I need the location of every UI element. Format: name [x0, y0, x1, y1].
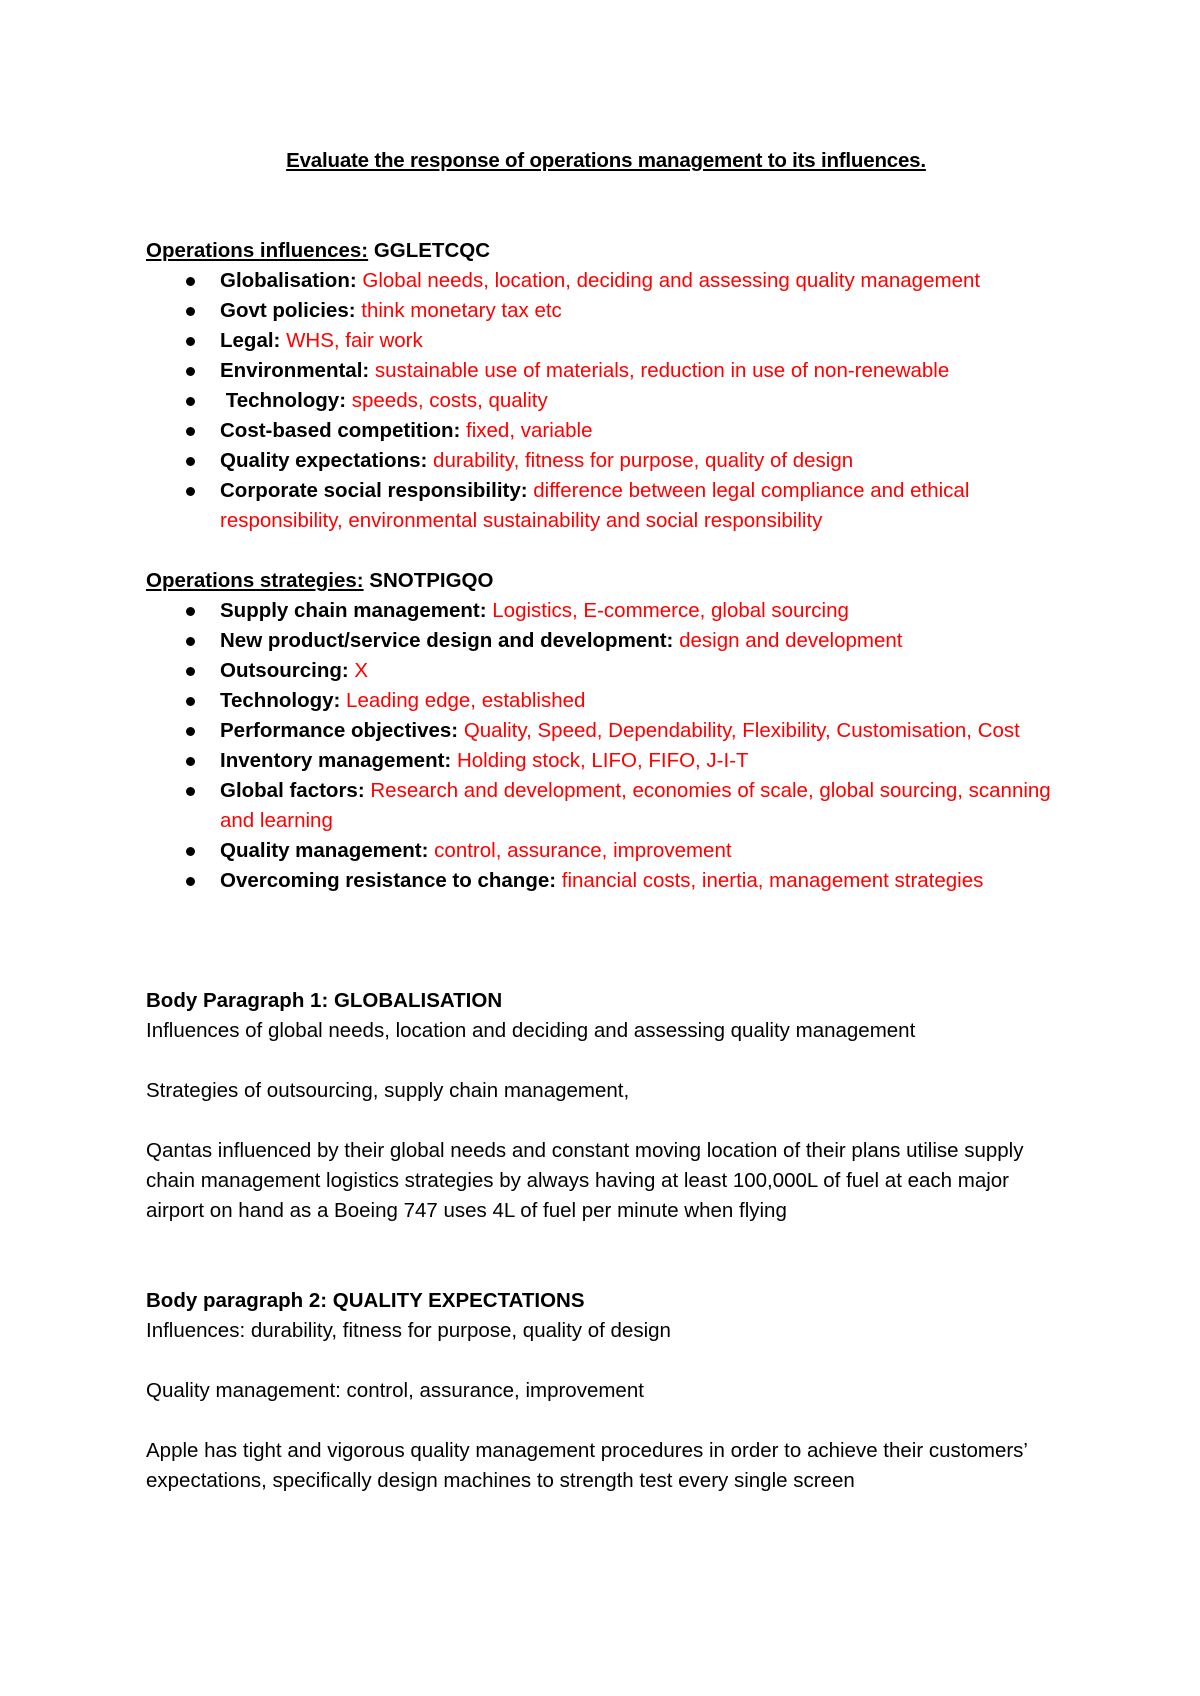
bullet-icon [186, 487, 195, 496]
list-item [146, 596, 1066, 626]
list-item-term: Globalisation: [220, 269, 357, 292]
list-item-term: Performance objectives: [220, 719, 459, 742]
list-item-note: design and development [679, 629, 903, 652]
bullet-icon [186, 307, 195, 316]
list-item-note: sustainable use of materials, reduction in use of non-renewable [374, 359, 950, 382]
list-item [146, 476, 1066, 536]
list-item-term: Inventory management: [220, 749, 452, 772]
list-item-term: Corporate social responsibility: [220, 479, 528, 502]
strategies-heading-label: Operations strategies: [146, 569, 364, 592]
list-item-term: Quality management: [220, 839, 429, 862]
list-item-term: Cost-based competition: [220, 419, 461, 442]
bullet-icon [186, 847, 195, 856]
body-paragraph-2-example: Apple has tight and vigorous quality management procedures in order to achieve their customers’ expectations, specifically design machines to strength test every single screen [146, 1439, 1028, 1492]
list-item [146, 386, 1066, 416]
bullet-icon [186, 277, 195, 286]
list-item [146, 326, 1066, 356]
list-item [146, 626, 1066, 656]
influences-list [146, 266, 1066, 536]
strategies-heading [146, 566, 1066, 596]
list-item-term: Supply chain management: [220, 599, 487, 622]
bullet-icon [186, 367, 195, 376]
bullet-icon [186, 427, 195, 436]
list-item-term: Legal: [220, 329, 281, 352]
list-item-note: control, assurance, improvement [434, 839, 732, 862]
list-item-term: Environmental: [220, 359, 370, 382]
list-item [146, 266, 1066, 296]
list-item [146, 656, 1066, 686]
list-item [146, 866, 1066, 896]
list-item [146, 416, 1066, 446]
list-item-term: New product/service design and development: [220, 629, 674, 652]
bullet-icon [186, 397, 195, 406]
list-item-note: Global needs, location, deciding and assessing quality management [362, 269, 981, 292]
influences-heading-code: GGLETCQC [373, 239, 491, 262]
bullet-icon [186, 637, 195, 646]
list-item-term: Global factors: [220, 779, 365, 802]
bullet-icon [186, 787, 195, 796]
list-item-note: think monetary tax etc [361, 299, 562, 322]
bullet-icon [186, 877, 195, 886]
list-item-note: Logistics, E-commerce, global sourcing [492, 599, 849, 622]
list-item [146, 446, 1066, 476]
bullet-icon [186, 667, 195, 676]
list-item-term: Govt policies: [220, 299, 356, 322]
list-item [146, 686, 1066, 716]
list-item-note: Quality, Speed, Dependability, Flexibility, Customisation, Cost [463, 719, 1020, 742]
body-paragraph-1-strategies: Strategies of outsourcing, supply chain management, [146, 1079, 630, 1102]
list-item-term: Overcoming resistance to change: [220, 869, 557, 892]
list-item-note: difference between legal compliance and ethical responsibility, environmental sustainability and social responsibility [220, 479, 970, 532]
list-item-note: fixed, variable [466, 419, 593, 442]
strategies-list [146, 596, 1066, 896]
body-paragraph-2-strategies: Quality management: control, assurance, improvement [146, 1379, 644, 1402]
bullet-icon [186, 457, 195, 466]
bullet-icon [186, 727, 195, 736]
list-item [146, 746, 1066, 776]
bullet-icon [186, 607, 195, 616]
list-item [146, 356, 1066, 386]
list-item-note: speeds, costs, quality [351, 389, 548, 412]
document-body [146, 146, 1066, 1496]
list-item-term: Outsourcing: [220, 659, 349, 682]
list-item [146, 716, 1066, 746]
list-item-note: Research and development, economies of scale, global sourcing, scanning and learning [220, 779, 1051, 832]
list-item-term: Technology: [220, 689, 341, 712]
body-paragraph-2-heading: Body paragraph 2: QUALITY EXPECTATIONS [146, 1289, 585, 1312]
list-item-note: financial costs, inertia, management strategies [561, 869, 984, 892]
list-item [146, 296, 1066, 326]
influences-heading-label: Operations influences: [146, 239, 369, 262]
body-paragraph-2-influences: Influences: durability, fitness for purpose, quality of design [146, 1319, 671, 1342]
body-paragraph-1-influences: Influences of global needs, location and deciding and assessing quality management [146, 1019, 916, 1042]
bullet-icon [186, 757, 195, 766]
body-paragraph-1-heading: Body Paragraph 1: GLOBALISATION [146, 989, 503, 1012]
list-item-note: Leading edge, established [346, 689, 586, 712]
list-item-note: durability, fitness for purpose, quality of design [433, 449, 854, 472]
strategies-heading-code: SNOTPIGQO [369, 569, 494, 592]
influences-heading [146, 236, 1066, 266]
list-item-note: X [354, 659, 369, 682]
list-item-term: Technology: [220, 389, 347, 412]
bullet-icon [186, 337, 195, 346]
bullet-icon [186, 697, 195, 706]
list-item-note: Holding stock, LIFO, FIFO, J-I-T [456, 749, 749, 772]
list-item [146, 836, 1066, 866]
body-paragraph-1-example: Qantas influenced by their global needs and constant moving location of their plans utilise supply chain management logistics strategies by always having at least 100,000L of fuel at each major airport on hand as a Boeing 747 uses 4L of fuel per minute when flying [146, 1139, 1024, 1222]
list-item [146, 776, 1066, 836]
list-item-term: Quality expectations: [220, 449, 428, 472]
page-title: Evaluate the response of operations management to its influences. [286, 149, 926, 172]
list-item-note: WHS, fair work [286, 329, 423, 352]
